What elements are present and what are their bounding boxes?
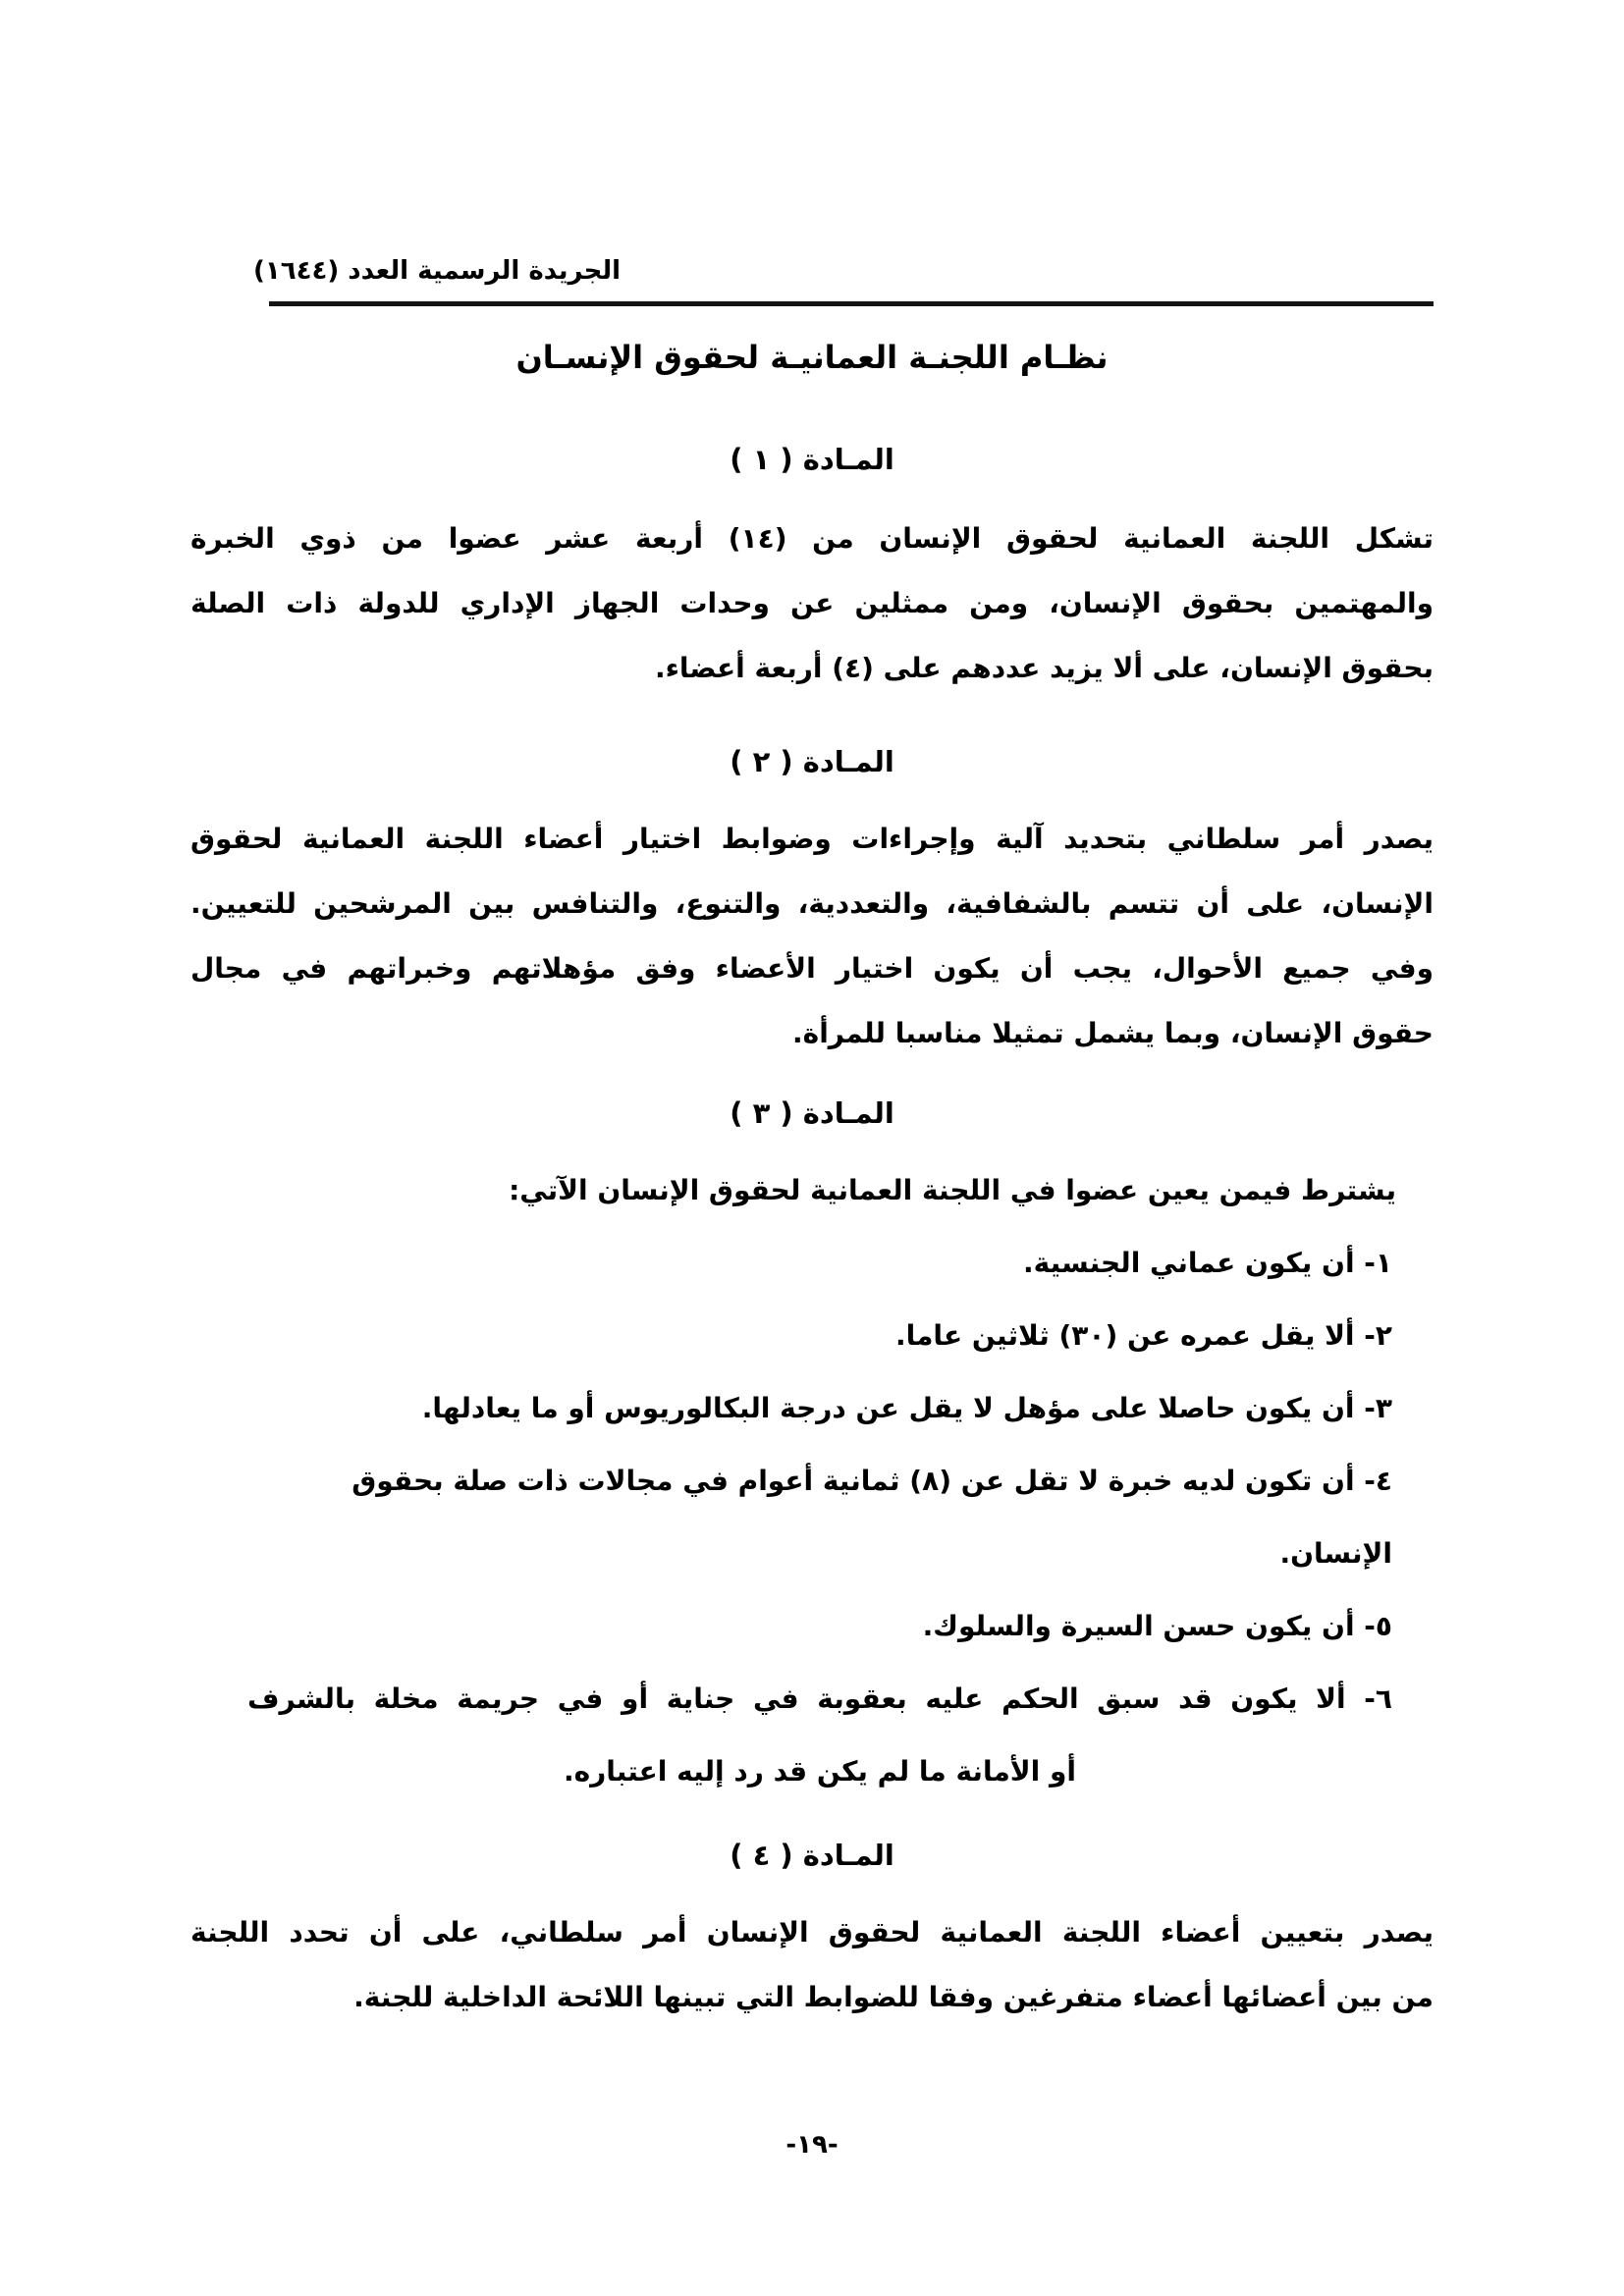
article-3-conditions-list bbox=[190, 1227, 1434, 1808]
article-2-body bbox=[190, 807, 1434, 1066]
article-4-body bbox=[190, 1900, 1434, 2030]
document-title: نظـام اللجنـة العمانيـة لحقوق الإنسـان bbox=[515, 339, 1109, 376]
article-3-heading: المـادة ( ٣ ) bbox=[730, 1096, 894, 1130]
page-header bbox=[190, 0, 1434, 293]
article-4-heading: المـادة ( ٤ ) bbox=[730, 1839, 894, 1872]
article-2 bbox=[190, 740, 1434, 1066]
paragraph-line: حقوق الإنسان، وبما يشمل تمثيلا مناسبا للمرأة. bbox=[792, 1017, 1434, 1049]
paragraph-line: يصدر بتعيين أعضاء اللجنة العمانية لحقوق الإنسان أمر سلطاني، على أن تحدد اللجنة bbox=[190, 1916, 1434, 1949]
paragraph-line: الإنسان، على أن تتسم بالشفافية، والتعددية، والتنوع، والتنافس بين المرشحين للتعيين. bbox=[190, 887, 1434, 920]
paragraph-line: وفي جميع الأحوال، يجب أن يكون اختيار الأعضاء وفق مؤهلاتهم وخبراتهم في مجال bbox=[190, 952, 1434, 985]
list-item-6: ٦- ألا يكون قد سبق الحكم عليه بعقوبة في جناية أو في جريمة مخلة بالشرف bbox=[247, 1682, 1392, 1715]
article-1-body bbox=[190, 507, 1434, 701]
list-item-5: ٥- أن يكون حسن السيرة والسلوك. bbox=[922, 1610, 1392, 1642]
page-number: -١٩- bbox=[785, 2130, 839, 2160]
article-2-heading: المـادة ( ٢ ) bbox=[730, 745, 894, 778]
list-item-1: ١- أن يكون عماني الجنسية. bbox=[1023, 1247, 1392, 1279]
list-item-4: ٤- أن تكون لديه خبرة لا تقل عن (٨) ثمانية أعوام في مجالات ذات صلة بحقوق الإنسان. bbox=[352, 1465, 1392, 1570]
gazette-issue-label: الجريدة الرسمية العدد (١٦٤٤) bbox=[253, 256, 622, 286]
paragraph-line: تشكل اللجنة العمانية لحقوق الإنسان من (١٤) أربعة عشر عضوا من ذوي الخبرة bbox=[190, 522, 1434, 555]
article-4 bbox=[190, 1834, 1434, 2030]
paragraph-line: من بين أعضائها أعضاء متفرغين وفقا للضوابط التي تبينها اللائحة الداخلية للجنة. bbox=[353, 1981, 1434, 2013]
article-3 bbox=[190, 1092, 1434, 1808]
list-item-3: ٣- أن يكون حاصلا على مؤهل لا يقل عن درجة البكالوريوس أو ما يعادلها. bbox=[421, 1392, 1392, 1424]
list-item-2: ٢- ألا يقل عمره عن (٣٠) ثلاثين عاما. bbox=[894, 1319, 1392, 1352]
list-item-6-continuation: أو الأمانة ما لم يكن قد رد إليه اعتباره. bbox=[564, 1755, 1076, 1788]
paragraph-line: والمهتمين بحقوق الإنسان، ومن ممثلين عن وحدات الجهاز الإداري للدولة ذات الصلة bbox=[190, 587, 1434, 619]
article-3-intro-line: يشترط فيمن يعين عضوا في اللجنة العمانية لحقوق الإنسان الآتي: bbox=[509, 1174, 1396, 1206]
header-divider-rule bbox=[269, 301, 1434, 306]
paragraph-line: بحقوق الإنسان، على ألا يزيد عددهم على (٤) أربعة أعضاء. bbox=[654, 652, 1434, 684]
article-1 bbox=[190, 438, 1434, 701]
paragraph-line: يصدر أمر سلطاني بتحديد آلية وإجراءات وضوابط اختيار أعضاء اللجنة العمانية لحقوق bbox=[190, 823, 1434, 855]
article-1-heading: المـادة ( ١ ) bbox=[730, 443, 894, 476]
article-3-body bbox=[190, 1158, 1434, 1808]
